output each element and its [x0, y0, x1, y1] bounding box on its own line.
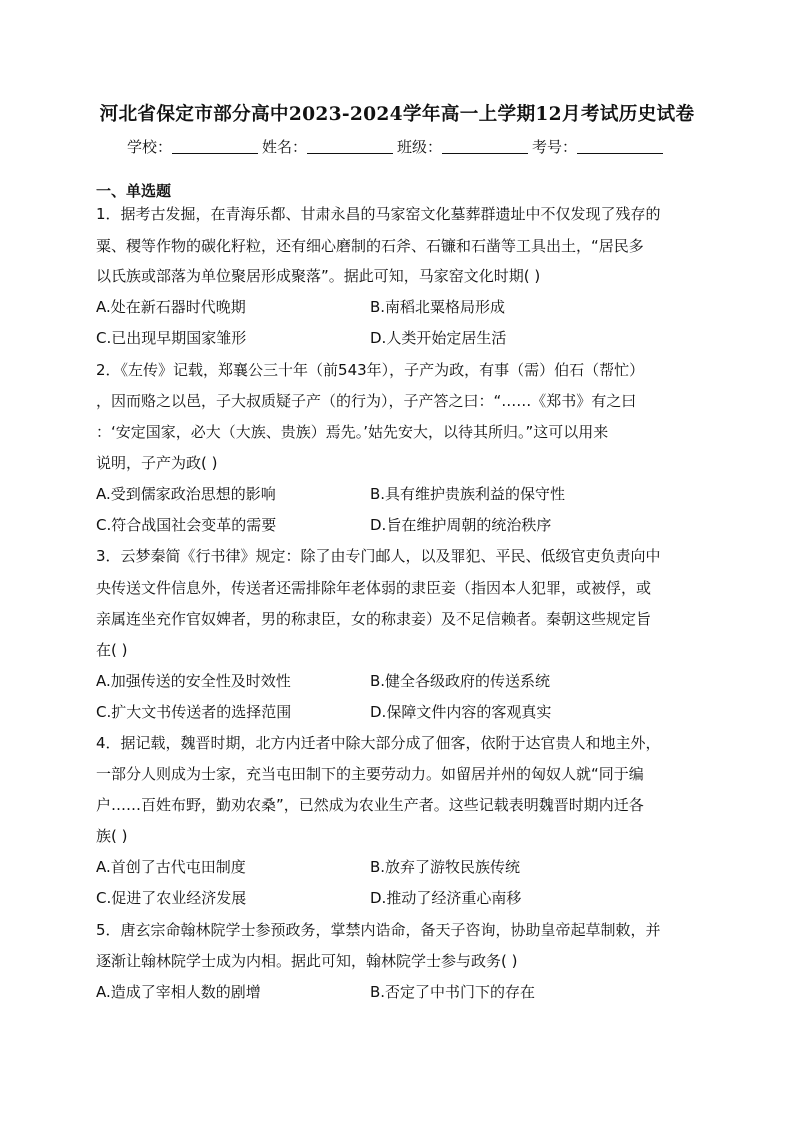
q5-option-b[interactable]: B.否定了中书门下的存在 — [370, 983, 536, 1001]
student-info-row — [0, 136, 794, 157]
q4-option-b[interactable]: B.放弃了游牧民族传统 — [370, 858, 521, 876]
q5-option-a[interactable]: A.造成了宰相人数的剧增 — [96, 983, 261, 1001]
q2-line-3: ：‘安定国家，必大（大族、贵族）焉先。’姑先安大，以待其所归。”这可以用来 — [96, 423, 609, 441]
section-title: 一、单选题 — [96, 182, 172, 200]
name-label: 姓名： — [261, 138, 307, 156]
q1-option-c[interactable]: C.已出现早期国家雏形 — [96, 329, 247, 347]
number-label: 考号： — [532, 138, 578, 156]
q5-line-1: 5．唐玄宗命翰林院学士参预政务，掌禁内诰命，备天子咨询，协助皇帝起草制敕，并 — [96, 921, 661, 939]
q4-line-1: 4．据记载，魏晋时期，北方内迁者中除大部分成了佃客，依附于达官贵人和地主外， — [96, 734, 661, 752]
school-blank[interactable] — [172, 139, 258, 154]
class-blank[interactable] — [442, 139, 528, 154]
q3-line-1: 3．云梦秦简《行书律》规定：除了由专门邮人，以及罪犯、平民、低级官吏负责向中 — [96, 547, 661, 565]
q1-line-1: 1．据考古发掘，在青海乐都、甘肃永昌的马家窑文化墓葬群遗址中不仅发现了残存的 — [96, 205, 661, 223]
name-blank[interactable] — [307, 139, 393, 154]
q3-option-a[interactable]: A.加强传送的安全性及时效性 — [96, 672, 291, 690]
q3-line-3: 亲属连坐充作官奴婢者，男的称隶臣，女的称隶妾）及不足信赖者。秦朝这些规定旨 — [96, 610, 652, 628]
q3-line-4: 在( ) — [96, 641, 128, 659]
q1-line-3: 以氏族或部落为单位聚居形成聚落”。据此可知，马家窑文化时期( ) — [96, 267, 541, 285]
q5-line-2: 逐渐让翰林院学士成为内相。据此可知，翰林院学士参与政务( ) — [96, 952, 518, 970]
q2-option-c[interactable]: C.符合战国社会变革的需要 — [96, 516, 277, 534]
school-label: 学校： — [126, 138, 172, 156]
q2-option-d[interactable]: D.旨在维护周朝的统治秩序 — [370, 516, 552, 534]
q4-line-4: 族( ) — [96, 827, 128, 845]
q1-option-b[interactable]: B.南稻北粟格局形成 — [370, 298, 506, 316]
q4-option-c[interactable]: C.促进了农业经济发展 — [96, 889, 247, 907]
q3-option-d[interactable]: D.保障文件内容的客观真实 — [370, 703, 552, 721]
q1-option-d[interactable]: D.人类开始定居生活 — [370, 329, 507, 347]
exam-title: 河北省保定市部分高中2023-2024学年高一上学期12月考试历史试卷 — [99, 103, 695, 125]
q4-line-3: 户……百姓布野，勤劝农桑”，已然成为农业生产者。这些记载表明魏晋时期内迁各 — [96, 796, 644, 814]
q2-option-a[interactable]: A.受到儒家政治思想的影响 — [96, 485, 276, 503]
q4-line-2: 一部分人则成为士家，充当屯田制下的主要劳动力。如留居并州的匈奴人就“同于编 — [96, 765, 644, 783]
number-blank[interactable] — [577, 139, 663, 154]
q2-line-1: 2．《左传》记载，郑襄公三十年（前543年），子产为政，有事（需）伯石（帮忙） — [96, 361, 645, 379]
q4-option-a[interactable]: A.首创了古代屯田制度 — [96, 858, 246, 876]
q3-option-c[interactable]: C.扩大文书传送者的选择范围 — [96, 703, 292, 721]
q3-option-b[interactable]: B.健全各级政府的传送系统 — [370, 672, 551, 690]
q2-option-b[interactable]: B.具有维护贵族利益的保守性 — [370, 485, 566, 503]
q2-line-4: 说明，子产为政( ) — [96, 454, 218, 472]
q2-line-2: ，因而赂之以邑，子大叔质疑子产（的行为），子产答之曰：“……《郑书》有之曰 — [96, 392, 637, 410]
q4-option-d[interactable]: D.推动了经济重心南移 — [370, 889, 522, 907]
q1-line-2: 粟、稷等作物的碳化籽粒，还有细心磨制的石斧、石镰和石凿等工具出土，“居民多 — [96, 237, 644, 255]
q1-option-a[interactable]: A.处在新石器时代晚期 — [96, 298, 246, 316]
class-label: 班级： — [397, 138, 443, 156]
q3-line-2: 央传送文件信息外，传送者还需排除年老体弱的隶臣妾（指因本人犯罪，或被俘，或 — [96, 579, 652, 597]
